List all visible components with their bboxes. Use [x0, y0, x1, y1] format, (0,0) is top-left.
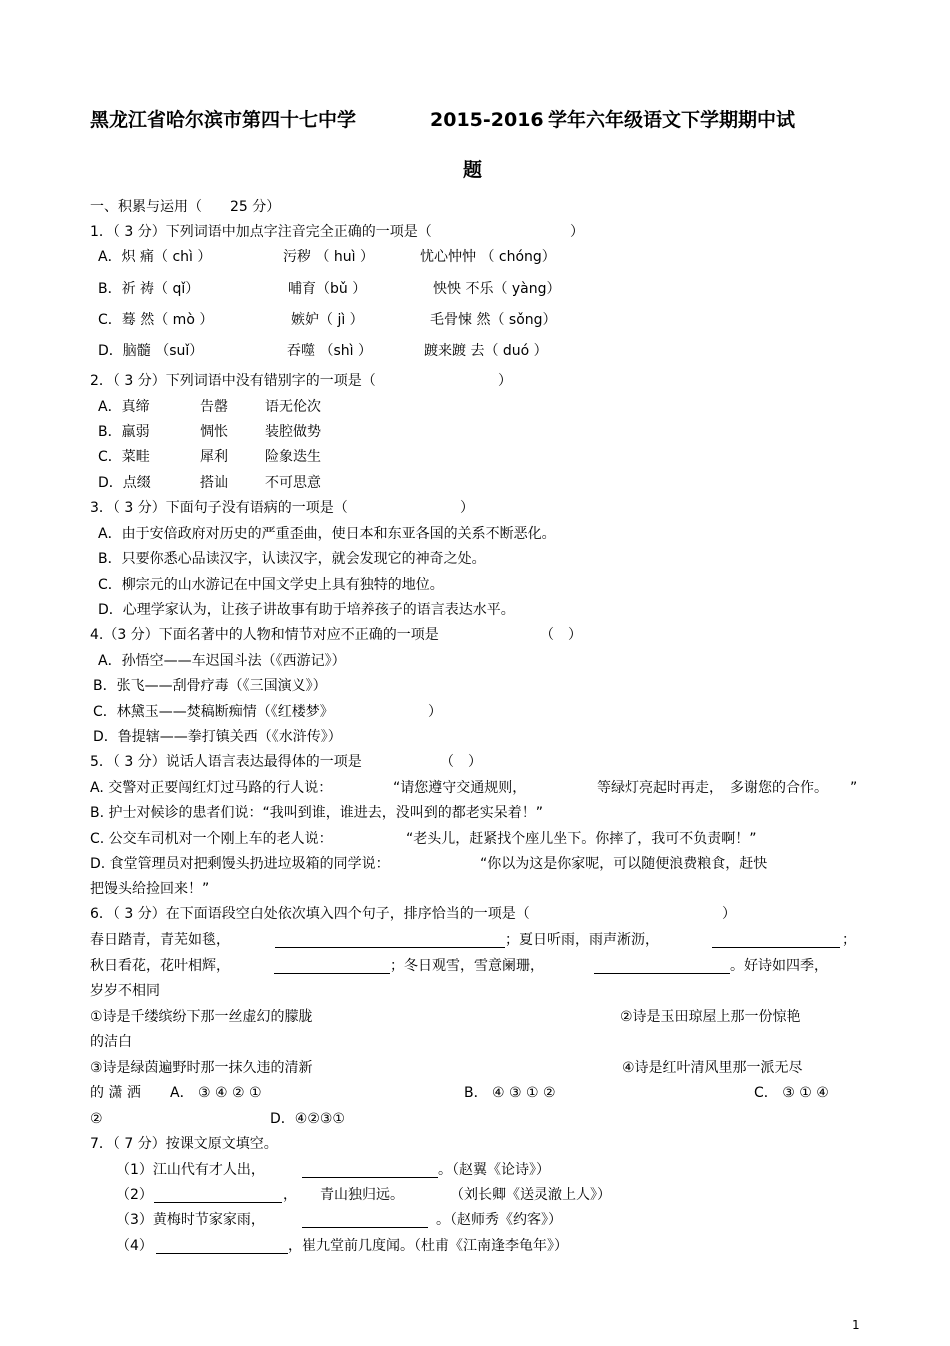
q7-stem: 7．（ 7 分）按课文原文填空。 — [90, 1136, 278, 1152]
q3-option-a: A．由于安倍政府对历史的严重歪曲，使日本和东亚各国的关系不断恶化。 — [98, 526, 556, 542]
q6-line1-b: ；夏日听雨，雨声淅沥， — [505, 932, 659, 948]
q5-option-d-prefix: D. 食堂管理员对把剩馒头扔进垃圾箱的同学说： — [90, 856, 390, 872]
q4-option-d: D．鲁提辖——拳打镇关西（《水浒传》） — [93, 729, 342, 745]
q7-blank-4[interactable] — [156, 1239, 288, 1254]
q4-answer-paren: （ ） — [540, 627, 582, 643]
q5-option-a-quote-3: 多谢您的合作。 — [730, 780, 828, 796]
q6-option-a: A． ③ ④ ② ① — [170, 1085, 262, 1101]
q2-option-c-2: 犀利 — [200, 449, 228, 465]
q6-option-c: C． ③ ① ④ — [754, 1085, 829, 1101]
q7-line3-b: 。（赵师秀《约客》） — [436, 1212, 562, 1228]
q2-option-d-2: 搭讪 — [200, 475, 228, 491]
q7-blank-3[interactable] — [302, 1213, 428, 1228]
q1-option-a-2: 污秽 （ huì ） — [283, 249, 374, 265]
q3-stem: 3．（ 3 分）下面句子没有语病的一项是（ — [90, 500, 348, 516]
q4-option-a: A．孙悟空——车迟国斗法（《西游记》） — [98, 653, 346, 669]
q2-close: ） — [498, 373, 512, 389]
q6-sentence-4: ④诗是红叶清风里那一派无尽 — [622, 1060, 803, 1076]
q2-option-a-3: 语无伦次 — [265, 399, 321, 415]
title-year: 2015-2016 — [430, 109, 544, 131]
q7-line4-a: （4） — [116, 1238, 153, 1254]
q7-line2-c: 青山独归远。 — [320, 1187, 404, 1203]
q7-line1-b: 。（赵翼《论诗》） — [438, 1162, 550, 1178]
q1-stem: 1．（ 3 分）下列词语中加点字注音完全正确的一项是（ — [90, 224, 432, 240]
q5-stem: 5．（ 3 分）说话人语言表达最得体的一项是 — [90, 754, 362, 770]
q2-stem: 2．（ 3 分）下列词语中没有错别字的一项是（ — [90, 373, 376, 389]
q2-option-b-1: B．羸弱 — [98, 424, 150, 440]
q2-option-d-1: D．点缀 — [98, 475, 151, 491]
q6-option-c-continuation: ② — [90, 1111, 103, 1127]
q7-line1-a: （1）江山代有才人出， — [116, 1162, 265, 1178]
q1-option-a-3: 忧心忡忡 （ chóng） — [420, 249, 556, 265]
q7-line2-b: ， — [283, 1187, 297, 1203]
q6-sentence-4-continuation: 的 潇 洒 — [90, 1085, 141, 1101]
q1-option-c-2: 嫉妒（ jì ） — [291, 312, 364, 328]
q3-option-d: D．心理学家认为，让孩子讲故事有助于培养孩子的语言表达水平。 — [98, 602, 515, 618]
q6-blank-4[interactable] — [594, 959, 730, 974]
q1-close: ） — [570, 224, 584, 240]
q6-blank-3[interactable] — [274, 959, 390, 974]
q7-blank-1[interactable] — [302, 1163, 438, 1178]
q6-sentence-1: ①诗是千缕缤纷下那一丝虚幻的朦胧 — [90, 1009, 313, 1025]
q6-sentence-2: ②诗是玉田琼屋上那一份惊艳 — [620, 1009, 801, 1025]
q4-stem: 4.（3 分）下面名著中的人物和情节对应不正确的一项是 — [90, 627, 439, 643]
q6-option-b: B． ④ ③ ① ② — [464, 1085, 556, 1101]
title-school: 黑龙江省哈尔滨市第四十七中学 — [90, 109, 357, 131]
q6-line3: 岁岁不相同 — [90, 983, 160, 999]
q6-line2-c: 。好诗如四季， — [730, 958, 828, 974]
q6-line2-a: 秋日看花，花叶相辉， — [90, 958, 230, 974]
q7-blank-2[interactable] — [154, 1188, 282, 1203]
q5-option-c-quote: “老头儿，赶紧找个座儿坐下。你摔了，我可不负责啊！” — [406, 831, 757, 847]
q2-option-a-2: 告罄 — [200, 399, 228, 415]
q5-option-a-prefix: A. 交警对正要闯红灯过马路的行人说： — [90, 780, 333, 796]
q1-option-d-2: 吞噬 （shì ） — [287, 343, 372, 359]
q6-option-d: D．④②③① — [270, 1111, 345, 1127]
q5-option-a-quote-2: 等绿灯亮起时再走， — [597, 780, 723, 796]
section-heading: 一、积累与运用（ 25 分） — [90, 199, 281, 215]
q5-option-a-quote-1: “请您遵守交通规则， — [393, 780, 527, 796]
q5-option-d-quote: “你以为这是你家呢，可以随便浪费粮食，赶快 — [480, 856, 768, 872]
q5-option-b: B. 护士对候诊的患者们说：“我叫到谁，谁进去，没叫到的都老实呆着！” — [90, 805, 544, 821]
q4-option-c-close: ） — [428, 704, 442, 720]
q5-answer-paren: （ ） — [440, 754, 482, 770]
q1-option-d-1: D．脑髓 （suǐ） — [98, 343, 204, 359]
q2-option-a-1: A．真缔 — [98, 399, 150, 415]
q2-option-c-1: C．菜畦 — [98, 449, 150, 465]
q4-option-c: C．林黛玉——焚稿断痴情（《红楼梦》 — [93, 704, 334, 720]
q1-option-b-3: 怏怏 不乐（ yàng） — [433, 281, 561, 297]
q7-line2-a: （2） — [116, 1187, 153, 1203]
q2-option-b-2: 惆怅 — [200, 424, 228, 440]
q1-option-c-3: 毛骨悚 然（ sǒng） — [430, 312, 557, 328]
q7-line4-b: ，崔九堂前几度闻。（杜甫《江南逢李龟年》） — [288, 1238, 568, 1254]
q6-sentence-2-continuation: 的洁白 — [90, 1034, 132, 1050]
q5-option-c-prefix: C. 公交车司机对一个刚上车的老人说： — [90, 831, 333, 847]
q4-option-b: B．张飞——刮骨疗毒（《三国演义》） — [93, 678, 327, 694]
q3-option-c: C．柳宗元的山水游记在中国文学史上具有独特的地位。 — [98, 577, 444, 593]
q5-option-a-end: ” — [850, 780, 858, 796]
q3-option-b: B．只要你悉心品读汉字，认读汉字，就会发现它的神奇之处。 — [98, 551, 486, 567]
q6-sentence-3: ③诗是绿茵遍野时那一抹久违的清新 — [90, 1060, 313, 1076]
q2-option-b-3: 装腔做势 — [265, 424, 321, 440]
title-rest: 学年六年级语文下学期期中试 — [548, 109, 796, 131]
q3-close: ） — [460, 500, 474, 516]
q6-blank-2[interactable] — [712, 933, 840, 948]
title-continuation: 题 — [463, 159, 483, 181]
page-number: 1 — [852, 1318, 860, 1332]
q5-option-d-continuation: 把馒头给捡回来！” — [90, 881, 210, 897]
q1-option-b-2: 哺育（bǔ ） — [288, 281, 367, 297]
q6-line1-a: 春日踏青，青芜如毯， — [90, 932, 230, 948]
q7-line2-d: （刘长卿《送灵澈上人》） — [450, 1187, 611, 1203]
q6-line1-c: ； — [842, 932, 856, 948]
q7-line3-a: （3）黄梅时节家家雨， — [116, 1212, 265, 1228]
q6-stem: 6．（ 3 分）在下面语段空白处依次填入四个句子，排序恰当的一项是（ — [90, 906, 530, 922]
q6-close: ） — [722, 906, 736, 922]
q1-option-d-3: 踱来踱 去（ duó ） — [424, 343, 548, 359]
q2-option-c-3: 险象迭生 — [265, 449, 321, 465]
q2-option-d-3: 不可思意 — [265, 475, 321, 491]
q1-option-c-1: C．蓦 然（ mò ） — [98, 312, 214, 328]
q6-line2-b: ；冬日观雪，雪意阑珊， — [390, 958, 544, 974]
q1-option-b-1: B．祈 祷（ qǐ） — [98, 281, 200, 297]
q6-blank-1[interactable] — [275, 933, 505, 948]
q1-option-a-1: A．炽 痛（ chì ） — [98, 249, 212, 265]
